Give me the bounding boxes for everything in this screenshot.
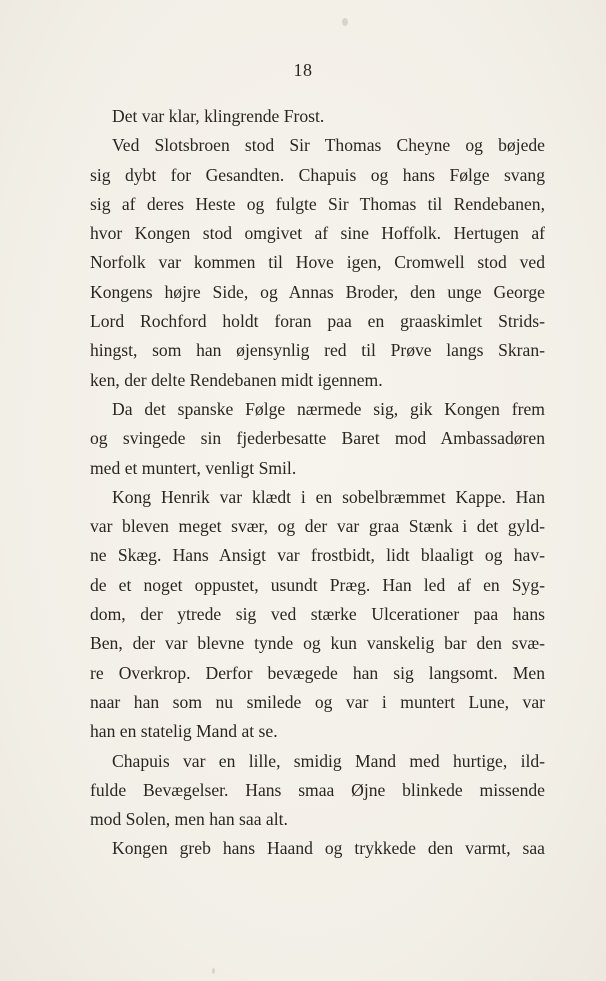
text-line: Chapuis var en lille, smidig Mand med hurtige, ild-: [112, 750, 545, 771]
text-line: var bleven meget svær, og der var graa Stænk i det gyld-: [90, 516, 545, 537]
text-line: Da det spanske Følge nærmede sig, gik Kongen frem: [112, 398, 545, 419]
text-line: de et noget oppustet, usundt Præg. Han led af en Syg-: [90, 574, 545, 595]
text-line: hvor Kongen stod omgivet af sine Hoffolk. Hertugen af: [90, 223, 545, 244]
text-line: re Overkrop. Derfor bevægede han sig langsomt. Men: [90, 662, 545, 683]
text-line: hingst, som han øjensynlig red til Prøve langs Skran-: [90, 340, 545, 361]
text-line: Kongens højre Side, og Annas Broder, den unge George: [90, 281, 545, 302]
text-line: han en statelig Mand at se.: [90, 721, 278, 742]
text-line: med et muntert, venligt Smil.: [90, 457, 297, 478]
body-text: [90, 102, 545, 864]
text-line: dom, der ytrede sig ved stærke Ulcerationer paa hans: [90, 604, 545, 625]
text-line: ne Skæg. Hans Ansigt var frostbidt, lidt blaaligt og hav-: [90, 545, 545, 566]
page-number: 18: [293, 60, 313, 80]
text-line: naar han som nu smilede og var i muntert Lune, var: [90, 691, 545, 712]
text-line: Kongen greb hans Haand og trykkede den varmt, saa: [112, 838, 545, 859]
text-line: sig dybt for Gesandten. Chapuis og hans Følge svang: [90, 164, 545, 185]
text-line: Lord Rochford holdt foran paa en graaskimlet Strids-: [90, 311, 545, 332]
text-line: Det var klar, klingrende Frost.: [112, 106, 325, 126]
paper-speck: [212, 968, 215, 974]
text-line: Ved Slotsbroen stod Sir Thomas Cheyne og bøjede: [112, 135, 545, 156]
text-line: Norfolk var kommen til Hove igen, Cromwell stod ved: [90, 252, 545, 273]
text-line: sig af deres Heste og fulgte Sir Thomas til Rendebanen,: [90, 193, 545, 214]
text-line: Ben, der var blevne tynde og kun vanskelig bar den svæ-: [90, 633, 545, 654]
text-line: mod Solen, men han saa alt.: [90, 809, 288, 830]
text-line: fulde Bevægelser. Hans smaa Øjne blinkede missende: [90, 779, 545, 800]
text-line: og svingede sin fjederbesatte Baret mod Ambassadøren: [90, 428, 545, 449]
text-line: Kong Henrik var klædt i en sobelbræmmet Kappe. Han: [112, 486, 545, 507]
text-line: ken, der delte Rendebanen midt igennem.: [90, 369, 383, 390]
paper-speck: [342, 18, 348, 26]
